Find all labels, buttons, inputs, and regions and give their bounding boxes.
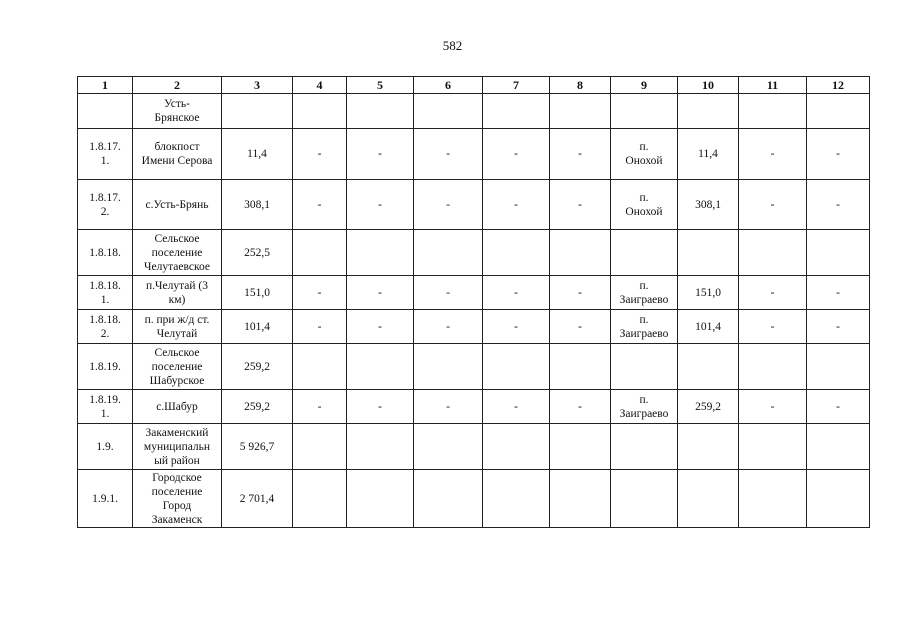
table-cell-col-2 [133,276,222,310]
table-cell-col-6 [414,390,483,424]
cell-text: - [578,400,582,413]
table-cell-col-11 [739,390,807,424]
table-cell-col-1 [78,390,133,424]
col-header-2: 2 [133,77,222,94]
cell-text: 308,1 [244,198,270,211]
table-cell-col-4 [293,470,347,528]
table-row [78,344,870,390]
table-cell-col-1 [78,424,133,470]
cell-line: п.Челутай (3 [146,279,208,292]
cell-text: - [836,148,840,160]
cell-line: 1.8.19. [89,393,121,406]
cell-text: - [578,148,582,160]
table-cell-col-2 [133,344,222,390]
table-cell-col-8 [550,180,611,230]
cell-line: п. [639,279,649,292]
table-cell-col-4 [293,424,347,470]
page-number: 582 [442,38,463,53]
table-cell-col-8 [550,230,611,276]
cell-text: 259,2 [244,360,270,373]
table-row [78,276,870,310]
cell-text: 1.8.18. [89,246,121,259]
cell-line: с.Усть-Брянь [145,198,209,211]
cell-text: - [378,148,382,160]
col-header-8: 8 [550,77,611,94]
cell-text: 1.9.1. [92,492,118,505]
table-cell-col-7 [483,129,550,180]
table-cell-col-10 [678,180,739,230]
cell-text: - [317,198,322,211]
table-body [78,94,870,528]
col-header-10: 10 [678,77,739,94]
cell-line: 1. [100,293,110,306]
table-row [78,230,870,276]
table-cell-col-11 [739,470,807,528]
cell-line: поселение [151,485,203,498]
cell-text: 1.8.19. [89,360,121,373]
cell-line: Заиграево [619,293,669,306]
table-cell-col-2 [133,424,222,470]
table-cell-col-8 [550,424,611,470]
cell-line: Заиграево [619,407,669,420]
table-cell-col-10 [678,276,739,310]
table-cell-col-2 [133,230,222,276]
cell-line: Сельское [154,232,200,245]
cell-line: 1. [100,407,110,420]
table-cell-col-9 [611,424,678,470]
table-cell-col-8 [550,470,611,528]
cell-line: поселение [151,360,203,373]
table-cell-col-11 [739,344,807,390]
table-cell-col-8 [550,129,611,180]
table-cell-col-4 [293,94,347,129]
col-header-12: 12 [807,77,870,94]
cell-text: - [378,286,382,299]
cell-text: - [378,400,382,413]
cell-text: - [770,148,775,160]
table-cell-col-6 [414,129,483,180]
table-cell-col-11 [739,310,807,344]
table-cell-col-9 [611,276,678,310]
table-cell-col-2 [133,470,222,528]
table-cell-col-1 [78,180,133,230]
table-cell-col-9 [611,310,678,344]
table-cell-col-5 [347,94,414,129]
cell-text: - [836,320,840,333]
cell-text: - [578,198,582,211]
cell-text: 259,2 [244,400,270,413]
table-cell-col-6 [414,180,483,230]
cell-text: 101,4 [695,320,721,333]
table-cell-col-3 [222,180,293,230]
cell-text: 101,4 [244,320,270,333]
cell-line: 1.8.17. [89,141,121,153]
cell-text: - [446,148,450,160]
cell-line: блокпост [154,141,200,153]
table-cell-col-3 [222,390,293,424]
cell-line: Челутай [156,327,198,340]
cell-text: - [836,198,840,211]
cell-line: поселение [151,246,203,259]
cell-line: 2. [100,205,110,218]
table-cell-col-5 [347,310,414,344]
table-cell-col-1 [78,310,133,344]
col-header-7: 7 [483,77,550,94]
table-cell-col-5 [347,424,414,470]
table-cell-col-4 [293,276,347,310]
table-cell-col-12 [807,310,870,344]
table-row [78,180,870,230]
table-cell-col-8 [550,276,611,310]
table-cell-col-7 [483,470,550,528]
table-cell-col-7 [483,180,550,230]
col-header-1: 1 [78,77,133,94]
cell-line: муниципальн [143,440,211,453]
table-cell-col-6 [414,470,483,528]
cell-text: - [378,198,382,211]
cell-text: 11,4 [247,148,267,160]
cell-text: - [446,286,450,299]
table-cell-col-9 [611,129,678,180]
table-cell-col-12 [807,129,870,180]
cell-text: 2 701,4 [239,492,275,505]
cell-line: п. [639,313,649,326]
table-cell-col-5 [347,129,414,180]
table-cell-col-5 [347,470,414,528]
cell-line: Шабурское [149,374,205,387]
table-row [78,424,870,470]
table-cell-col-10 [678,230,739,276]
table-cell-col-1 [78,230,133,276]
table-cell-col-6 [414,230,483,276]
table-cell-col-2 [133,129,222,180]
table-cell-col-3 [222,470,293,528]
cell-text: - [770,286,775,299]
table-cell-col-3 [222,129,293,180]
table-cell-col-10 [678,310,739,344]
table-row [78,129,870,180]
table-cell-col-3 [222,424,293,470]
table-cell-col-2 [133,390,222,424]
table-cell-col-3 [222,310,293,344]
table-cell-col-8 [550,390,611,424]
cell-text: - [317,400,322,413]
cell-text: - [446,198,450,211]
cell-line: км) [168,293,186,306]
table-cell-col-1 [78,470,133,528]
cell-text: 1.9. [96,440,114,453]
table-cell-col-12 [807,390,870,424]
table-cell-col-7 [483,94,550,129]
table-cell-col-10 [678,129,739,180]
cell-text: 5 926,7 [239,440,275,453]
table-cell-col-5 [347,390,414,424]
table-cell-col-1 [78,129,133,180]
cell-line: п. при ж/д ст. [144,313,210,326]
cell-line: с.Шабур [156,400,198,413]
table-cell-col-11 [739,230,807,276]
table-cell-col-11 [739,276,807,310]
table-cell-col-3 [222,344,293,390]
table-cell-col-10 [678,94,739,129]
cell-text: - [317,320,322,333]
cell-line: Сельское [154,346,200,359]
table-cell-col-6 [414,344,483,390]
cell-text: - [578,286,582,299]
table-cell-col-3 [222,230,293,276]
table-cell-col-4 [293,390,347,424]
table-cell-col-8 [550,94,611,129]
table-cell-col-7 [483,276,550,310]
table-cell-col-11 [739,94,807,129]
table-cell-col-9 [611,344,678,390]
table-cell-col-1 [78,276,133,310]
cell-text: - [514,148,518,160]
table-cell-col-8 [550,310,611,344]
cell-line: 1. [100,155,110,167]
cell-line: Закаменский [145,426,209,439]
table-cell-col-12 [807,230,870,276]
cell-text: 11,4 [698,148,718,160]
table-cell-col-10 [678,344,739,390]
table-cell-col-8 [550,344,611,390]
table-cell-col-3 [222,94,293,129]
header-row [78,77,870,94]
table-cell-col-11 [739,129,807,180]
table-cell-col-9 [611,94,678,129]
cell-line: Брянское [154,112,200,124]
table-cell-col-1 [78,344,133,390]
cell-line: Челутаевское [144,260,210,273]
table-cell-col-6 [414,94,483,129]
cell-text: - [317,148,322,160]
cell-line: Закаменск [151,513,203,526]
table-cell-col-6 [414,276,483,310]
cell-text: - [770,198,775,211]
table-cell-col-4 [293,230,347,276]
cell-text: - [378,320,382,333]
table-cell-col-3 [222,276,293,310]
table-row [78,94,870,129]
table-cell-col-4 [293,180,347,230]
cell-line: Заиграево [619,327,669,340]
cell-text: - [446,400,450,413]
table-cell-col-7 [483,310,550,344]
table-cell-col-11 [739,424,807,470]
cell-text: - [446,320,450,333]
cell-line: 1.8.17. [89,191,121,204]
table-cell-col-2 [133,94,222,129]
table-cell-col-6 [414,310,483,344]
table-cell-col-1 [78,94,133,129]
cell-text: - [514,400,518,413]
cell-line: п. [639,191,649,204]
cell-line: Усть- [164,98,190,110]
table-cell-col-9 [611,390,678,424]
table-cell-col-10 [678,390,739,424]
table-cell-col-12 [807,180,870,230]
table-cell-col-10 [678,424,739,470]
table-cell-col-4 [293,344,347,390]
table-cell-col-6 [414,424,483,470]
table-cell-col-7 [483,424,550,470]
cell-text: 308,1 [695,198,721,211]
table-row [78,470,870,528]
col-header-11: 11 [739,77,807,94]
cell-text: 151,0 [244,286,270,299]
cell-line: ый район [154,454,200,467]
cell-line: 2. [100,327,110,340]
cell-text: - [836,286,840,299]
cell-text: 259,2 [695,400,721,413]
cell-line: Онохой [625,205,663,218]
cell-line: 1.8.18. [89,313,121,326]
col-header-6: 6 [414,77,483,94]
cell-line: Имени Серова [141,155,213,167]
data-table [77,76,870,528]
cell-text: - [770,320,775,333]
cell-text: - [317,286,322,299]
table-cell-col-7 [483,230,550,276]
col-header-4: 4 [293,77,347,94]
cell-text: - [514,286,518,299]
cell-text: - [578,320,582,333]
cell-text: - [514,320,518,333]
col-header-5: 5 [347,77,414,94]
cell-line: п. [639,393,649,406]
table-cell-col-7 [483,344,550,390]
table-row [78,390,870,424]
table-cell-col-12 [807,94,870,129]
table-cell-col-2 [133,180,222,230]
cell-line: 1.8.18. [89,279,121,292]
cell-line: Город [162,499,192,512]
table-cell-col-4 [293,129,347,180]
table-cell-col-12 [807,344,870,390]
table-cell-col-4 [293,310,347,344]
col-header-3: 3 [222,77,293,94]
table-cell-col-9 [611,470,678,528]
cell-text: - [514,198,518,211]
col-header-9: 9 [611,77,678,94]
table-cell-col-2 [133,310,222,344]
table-cell-col-12 [807,276,870,310]
cell-line: п. [639,141,649,153]
cell-text: 252,5 [244,246,270,259]
table-cell-col-12 [807,424,870,470]
table-cell-col-5 [347,180,414,230]
table-cell-col-7 [483,390,550,424]
table-cell-col-10 [678,470,739,528]
table-cell-col-5 [347,276,414,310]
table-cell-col-5 [347,230,414,276]
table-row [78,310,870,344]
cell-text: - [836,400,840,413]
cell-text: - [770,400,775,413]
cell-line: Онохой [625,155,663,167]
cell-text: 151,0 [695,286,721,299]
table-cell-col-11 [739,180,807,230]
table-cell-col-5 [347,344,414,390]
table-cell-col-9 [611,230,678,276]
table-cell-col-9 [611,180,678,230]
cell-line: Городское [152,471,202,484]
table-cell-col-12 [807,470,870,528]
